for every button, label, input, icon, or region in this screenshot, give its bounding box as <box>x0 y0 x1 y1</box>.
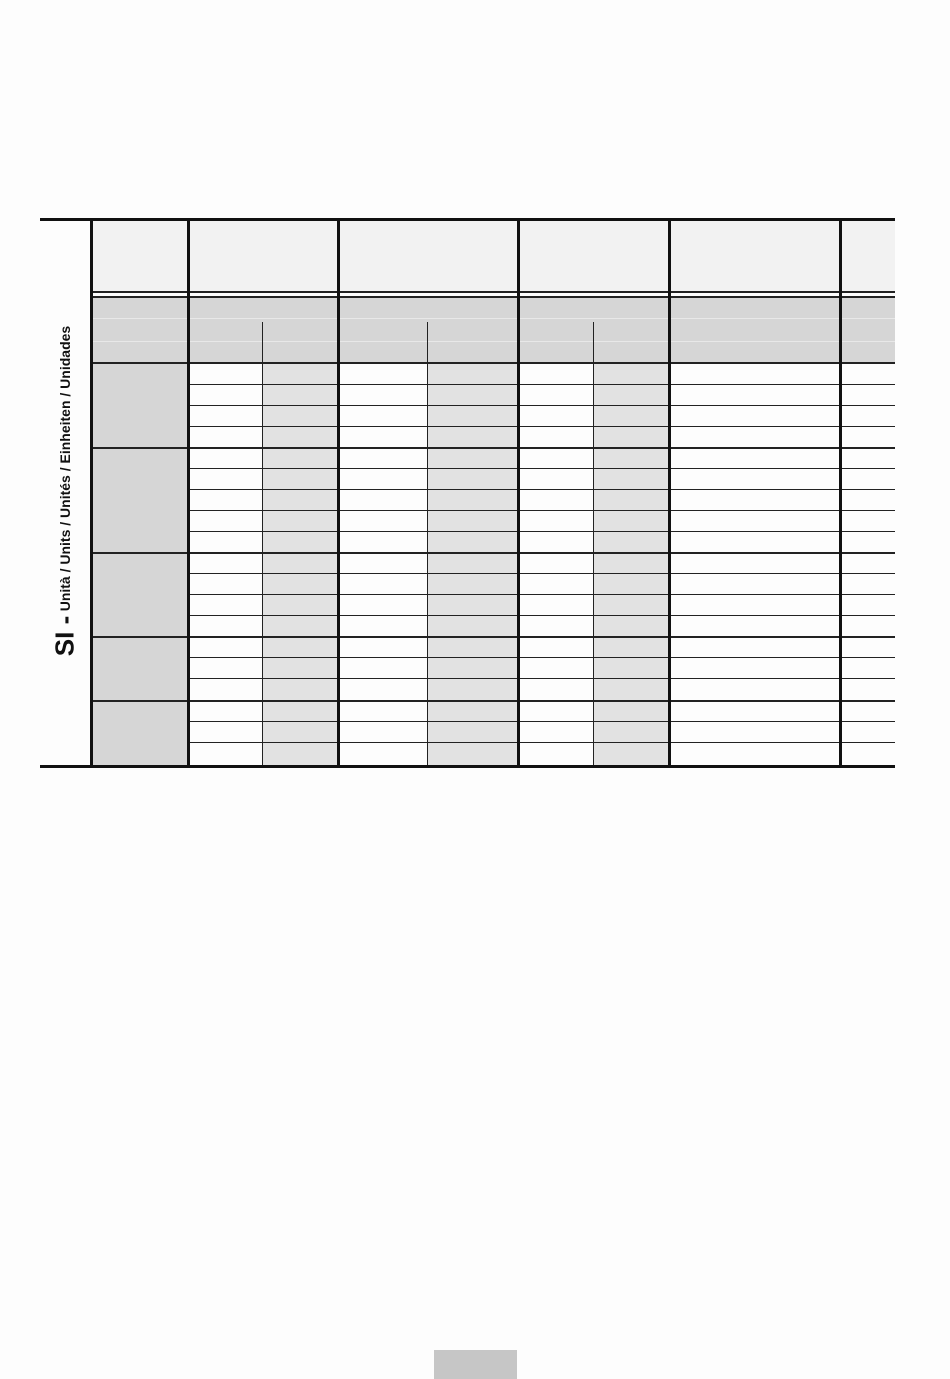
grid-hline <box>187 468 895 469</box>
grid-hline <box>187 678 895 679</box>
subheader-band <box>90 296 895 362</box>
grid-hline <box>187 594 895 595</box>
grid-hline <box>187 384 895 385</box>
grid-vline <box>262 322 263 765</box>
page-number-box <box>434 1350 517 1379</box>
grid-hline <box>187 552 895 554</box>
subheader-faint-line <box>90 341 895 342</box>
grid-hline <box>187 531 895 532</box>
grid-hline <box>40 218 895 221</box>
grid-vline <box>668 218 671 765</box>
grid-hline <box>90 447 187 449</box>
shaded-column <box>427 362 517 765</box>
grid-hline <box>187 405 895 406</box>
grid-hline <box>187 615 895 616</box>
grid-hline <box>187 657 895 658</box>
grid-hline <box>187 742 895 743</box>
grid-hline <box>40 765 895 768</box>
grid-vline <box>90 218 93 765</box>
header-band <box>90 218 895 291</box>
grid-hline <box>187 700 895 702</box>
row-group-column <box>90 362 187 765</box>
grid-hline <box>90 552 187 554</box>
grid-hline <box>90 700 187 702</box>
grid-vline <box>839 218 842 765</box>
units-label: Unità / Units / Unités / Einheiten / Unidades <box>57 325 73 612</box>
grid-vline <box>517 218 520 765</box>
grid-hline <box>187 426 895 427</box>
grid-hline <box>187 510 895 511</box>
grid-hline <box>187 721 895 722</box>
grid-hline <box>187 573 895 574</box>
grid-hline <box>187 447 895 449</box>
grid-hline <box>90 362 895 364</box>
grid-vline <box>593 322 594 765</box>
grid-vline <box>187 218 190 765</box>
grid-vline <box>427 322 428 765</box>
grid-hline <box>187 489 895 490</box>
grid-hline <box>90 636 187 638</box>
grid-hline <box>90 291 895 293</box>
grid-hline <box>90 296 895 298</box>
grid-hline <box>187 636 895 638</box>
subheader-faint-line <box>90 318 895 319</box>
si-prefix: SI - <box>49 615 80 657</box>
shaded-column <box>593 362 668 765</box>
shaded-column <box>262 362 337 765</box>
grid-vline <box>337 218 340 765</box>
